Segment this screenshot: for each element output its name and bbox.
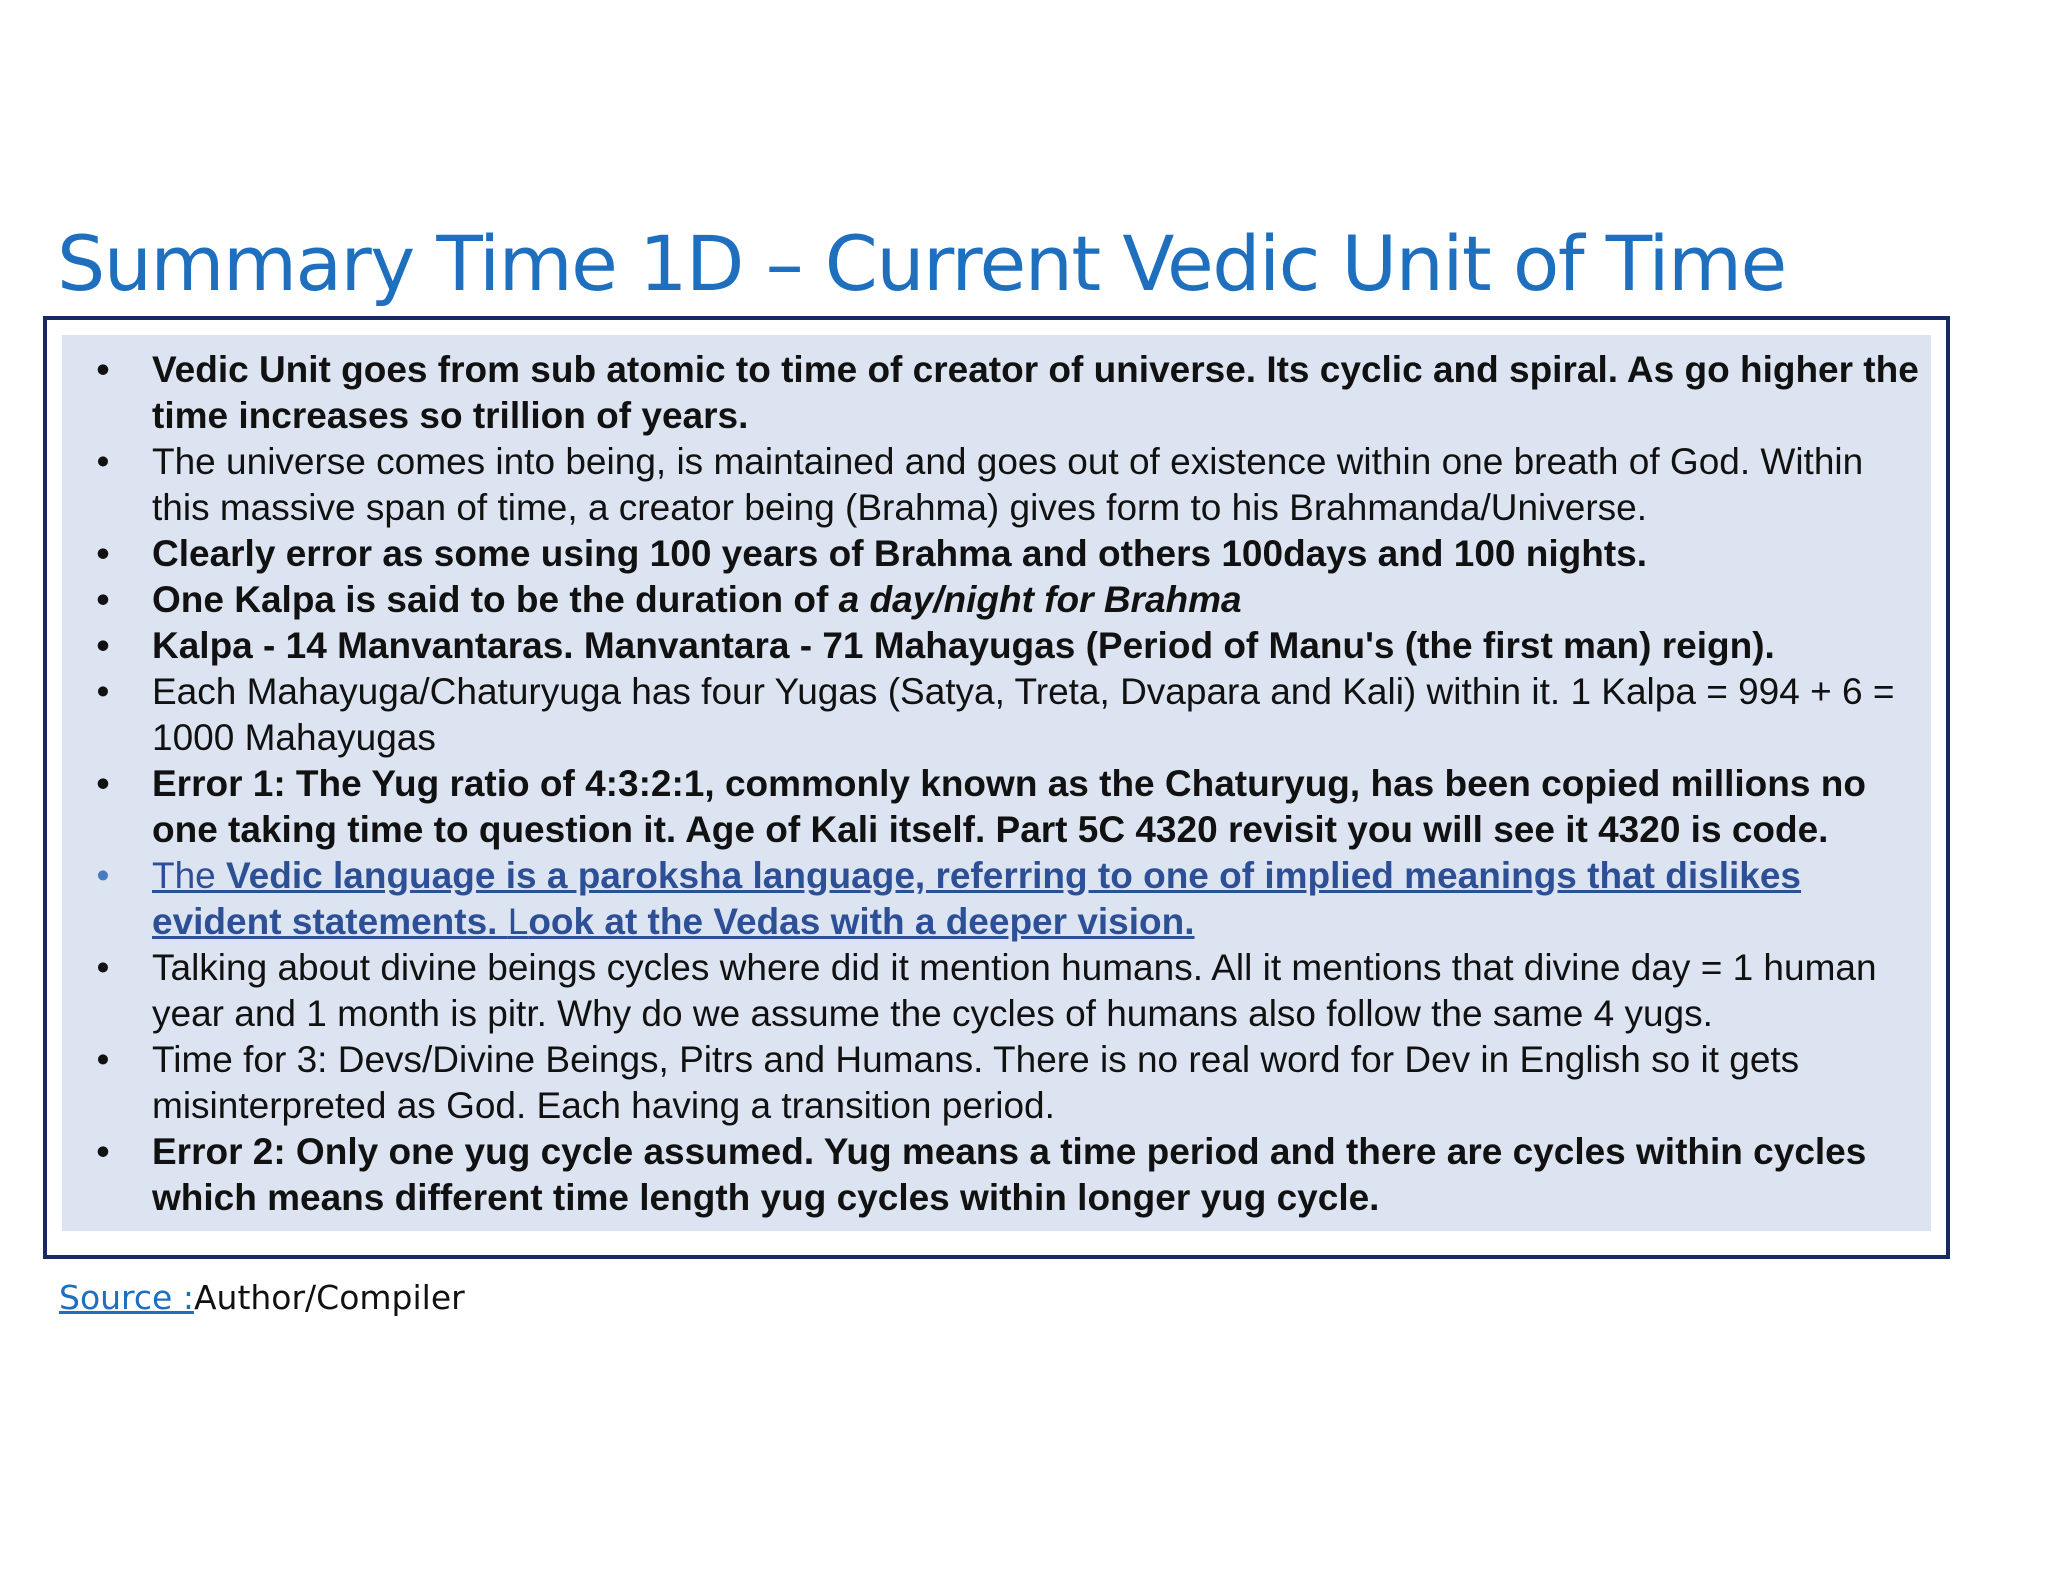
list-item [88,577,1921,623]
bullet-icon: • [96,947,110,988]
bullet-icon: • [96,441,110,482]
link-text-letter[interactable]: L [507,901,529,942]
list-item [88,669,1921,761]
list-item-link[interactable] [88,853,1921,945]
list-item [88,531,1921,577]
list-item-emphasis: a day/night for Brahma [838,579,1242,620]
bullet-list [62,335,1931,1221]
bullet-icon: • [96,855,110,896]
list-item-text: Error 1: The Yug ratio of 4:3:2:1, commonly known as the Chaturyug, has been copied millions no one taking time to question it. Age of Kali itself. Part 5C 4320 revisit you will see it 4320 is code. [152,763,1866,850]
list-item [88,761,1921,853]
list-item-text: Kalpa - 14 Manvantaras. Manvantara - 71 Mahayugas (Period of Manu's (the first man) reign). [152,625,1775,666]
bullet-icon: • [96,1039,110,1080]
bullet-icon: • [96,1131,110,1172]
page-title: Summary Time 1D – Current Vedic Unit of Time [57,219,1786,308]
list-item-text: Talking about divine beings cycles where did it mention humans. All it mentions that divine day = 1 human year and 1 month is pitr. Why do we assume the cycles of humans also follow the same 4 yugs. [152,947,1877,1034]
list-item-text: Error 2: Only one yug cycle assumed. Yug means a time period and there are cycles within cycles which means different time length yug cycles within longer yug cycle. [152,1131,1867,1218]
list-item-text: One Kalpa is said to be the duration of [152,579,839,620]
list-item-text: The universe comes into being, is maintained and goes out of existence within one breath of God. Within this massive span of time, a creator being (Brahma) gives form to his Brahmanda/Universe. [152,441,1864,528]
bullet-icon: • [96,579,110,620]
list-item [88,945,1921,1037]
list-item [88,1037,1921,1129]
summary-panel [62,335,1931,1231]
link-text-bold[interactable]: Vedic language is a paroksha language, referring to one of implied meanings that dislikes evident statements. [152,855,1802,942]
bullet-icon: • [96,671,110,712]
source-line [59,1278,465,1317]
list-item [88,439,1921,531]
link-text-tail[interactable]: ook at the Vedas with a deeper vision. [528,901,1195,942]
bullet-icon: • [96,533,110,574]
list-item-text: Vedic Unit goes from sub atomic to time of creator of universe. Its cyclic and spiral. As go higher the time increases so trillion of years. [152,349,1919,436]
bullet-icon: • [96,763,110,804]
bullet-icon: • [96,349,110,390]
paroksha-link[interactable] [152,855,1801,942]
bullet-icon: • [96,625,110,666]
list-item-text: Clearly error as some using 100 years of Brahma and others 100days and 100 nights. [152,533,1648,574]
summary-box [43,316,1950,1259]
list-item [88,623,1921,669]
list-item [88,347,1921,439]
source-value: Author/Compiler [193,1278,465,1317]
list-item-text: Each Mahayuga/Chaturyuga has four Yugas (Satya, Treta, Dvapara and Kali) within it. 1 Kalpa = 994 + 6 = 1000 Mahayugas [152,671,1895,758]
link-text-lead[interactable]: The [152,855,227,896]
list-item-text: Time for 3: Devs/Divine Beings, Pitrs and Humans. There is no real word for Dev in English so it gets misinterpreted as God. Each having a transition period. [152,1039,1800,1126]
list-item [88,1129,1921,1221]
source-link[interactable]: Source : [59,1278,194,1317]
